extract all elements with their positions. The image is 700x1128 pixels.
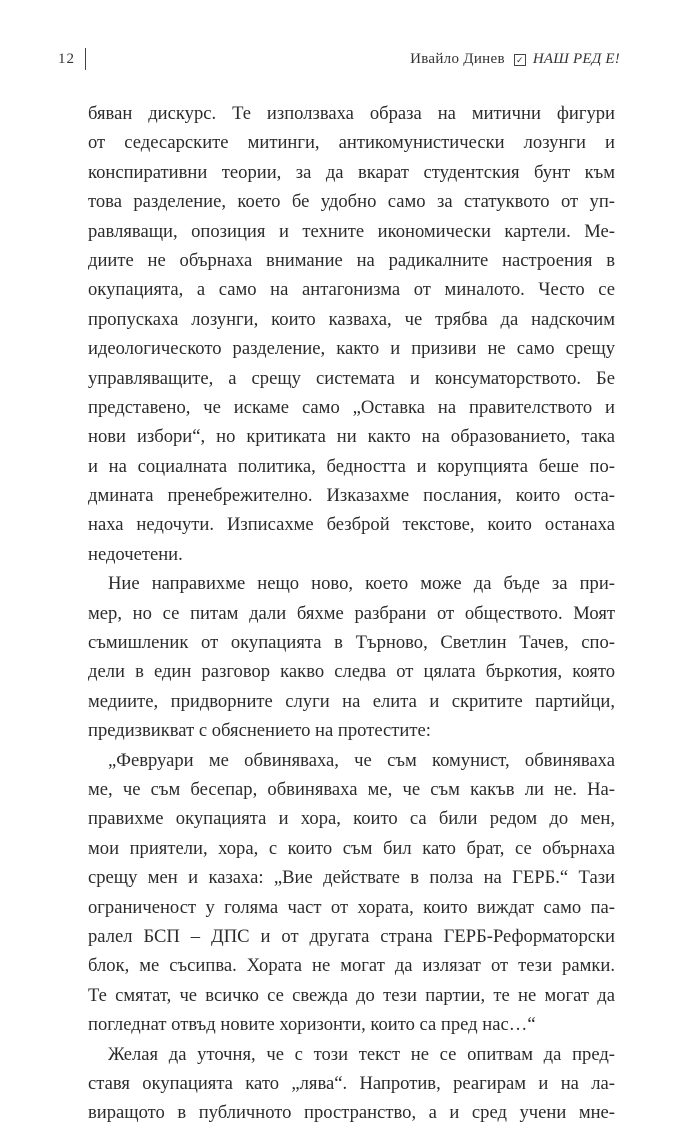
text-line: срещу мен и казаха: „Вие действате в полза на ГЕРБ.“ Тази xyxy=(88,867,615,889)
text-line: управляващите, а срещу системата и консуматорството. Бе xyxy=(88,367,615,389)
text-line: съмишленик от окупацията в Търново, Светлин Тачев, спо- xyxy=(88,632,615,654)
text-line: виращото в публичното пространство, а и сред учени мне- xyxy=(88,1102,615,1124)
text-line: представено, че искаме само „Оставка на правителството и xyxy=(88,396,615,418)
text-line: погледнат отвъд новите хоризонти, които са пред нас…“ xyxy=(88,1014,536,1036)
text-line: нови избори“, но критиката ни както на образованието, така xyxy=(88,426,615,448)
text-line: мер, но се питам дали бяхме разбрани от обществото. Моят xyxy=(88,602,615,624)
text-line: от седесарските митинги, антикомунистически лозунги и xyxy=(88,132,615,154)
text-line: бяван дискурс. Те използваха образа на митични фигури xyxy=(88,103,615,124)
text-line: предизвикват с обяснението на протестите: xyxy=(88,720,431,742)
text-line: конспиративни теории, за да вкарат студентския бунт към xyxy=(88,161,615,183)
text-line: „Февруари ме обвиняваха, че съм комунист, обвиняваха xyxy=(108,749,615,771)
text-line: ограниченост у голяма част от хората, които виждат само па- xyxy=(88,896,615,918)
text-line: Желая да уточня, че с този текст не се опитвам да пред- xyxy=(108,1043,615,1065)
text-line: ме, че съм бесепар, обвиняваха ме, че съм какъв ли не. На- xyxy=(88,778,615,800)
text-line: дели в един разговор какво следва от цялата бъркотия, която xyxy=(88,661,615,683)
header-divider xyxy=(85,48,86,70)
book-title: НАШ РЕД Е! xyxy=(532,50,620,67)
page-number: 12 xyxy=(58,50,75,67)
text-line: медиите, придворните слуги на елита и скритите партийци, xyxy=(88,690,615,712)
text-line: недочетени. xyxy=(88,543,183,565)
text-line: Те смятат, че всичко се свежда до тези партии, те не могат да xyxy=(88,984,615,1006)
text-line: дмината пренебрежително. Изказахме послания, които оста- xyxy=(88,485,615,507)
text-line: равляващи, опозиция и техните икономически картели. Ме- xyxy=(88,220,615,242)
text-line: окупацията, а само на антагонизма от миналото. Често се xyxy=(88,279,615,301)
text-line: ралел БСП – ДПС и от другата страна ГЕРБ-Реформаторски xyxy=(88,925,615,947)
text-line: това разделение, което бе удобно само за статуквото от уп- xyxy=(88,191,615,213)
author-name: Ивайло Динев xyxy=(410,50,505,67)
text-line: правихме окупацията и хора, които са били редом до мен, xyxy=(88,808,615,830)
text-line: диите не обърнаха внимание на радикалните настроения в xyxy=(88,249,615,271)
text-line: блок, ме съсипва. Хората не могат да излязат от тези рамки. xyxy=(88,955,615,977)
text-line: пропускаха лозунги, които казваха, че трябва да надскочим xyxy=(88,308,615,330)
text-line: и на социалната политика, бедността и корупцията беше по- xyxy=(88,455,615,477)
text-line: Ние направихме нещо ново, което може да бъде за при- xyxy=(108,573,615,595)
text-line: наха недочути. Изписахме безброй текстове, които останаха xyxy=(88,514,615,536)
running-head xyxy=(410,51,620,68)
body-text xyxy=(88,99,615,1128)
running-header xyxy=(58,44,620,74)
text-line: идеологическото разделение, както и призиви не само срещу xyxy=(88,338,615,360)
text-line: ставя окупацията като „лява“. Напротив, реагирам и на ла- xyxy=(88,1072,615,1094)
text-line: мои приятели, хора, с които съм бил като брат, се обърнаха xyxy=(88,837,615,859)
checkbox-icon: ✓ xyxy=(514,54,526,66)
